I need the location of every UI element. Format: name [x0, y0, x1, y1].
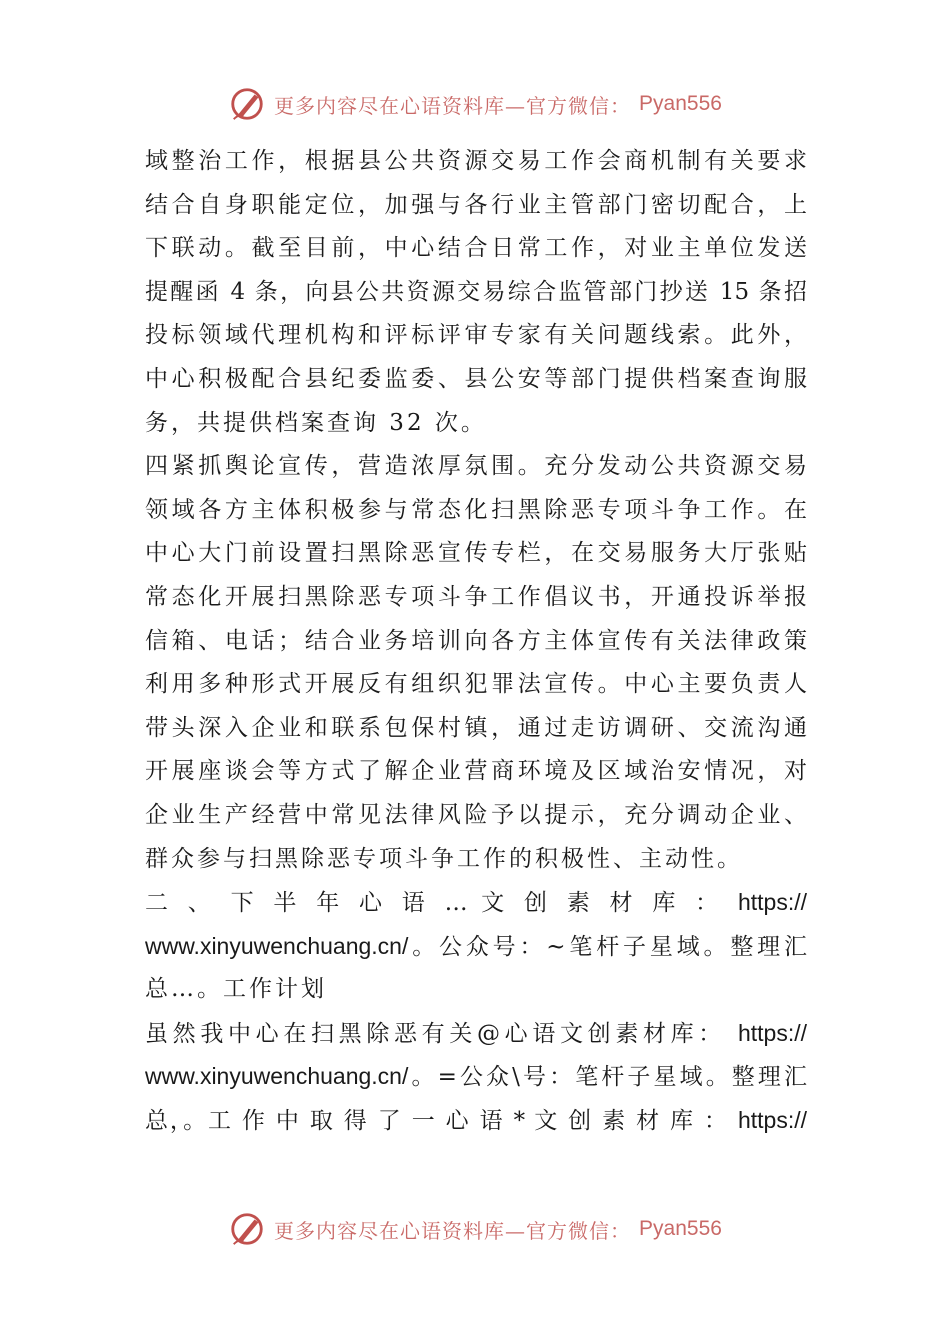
pen-circle-logo-icon [228, 85, 266, 123]
watermark-text: 更多内容尽在心语资料库—官方微信： [274, 1218, 632, 1243]
text-line: 务，共提供档案查询 32 次。 [145, 409, 487, 436]
section2-text: 。公众号：~笔杆子星域。整理汇 [408, 933, 807, 960]
text-line [145, 1012, 807, 1056]
section-heading-line [145, 881, 807, 925]
text-line: 信箱、电话；结合业务培训向各方主体宣传有关法律政策 [145, 627, 807, 654]
text-line [145, 1099, 807, 1143]
text-line: 中心积极配合县纪委监委、县公安等部门提供档案查询服 [145, 365, 807, 392]
text-line: 常态化开展扫黑除恶专项斗争工作倡议书，开通投诉举报 [145, 583, 807, 610]
text-line: 结合自身职能定位，加强与各行业主管部门密切配合，上 [145, 191, 807, 218]
wechat-id: Pyan556 [639, 92, 722, 115]
text-line [145, 1055, 807, 1099]
text-line: 总…。工作计划 [145, 976, 327, 1003]
section3-text: 。=公众\号：笔杆子星域。整理汇 [408, 1064, 807, 1091]
watermark-text: 更多内容尽在心语资料库—官方微信： [274, 93, 632, 118]
text-line: 中心大门前设置扫黑除恶宣传专栏，在交易服务大厅张贴 [145, 540, 807, 567]
text-line: 四紧抓舆论宣传，营造浓厚氛围。充分发动公共资源交易 [145, 453, 807, 480]
text-line: 投标领域代理机构和评标评审专家有关问题线索。此外， [145, 322, 807, 349]
text-line [145, 925, 807, 969]
wechat-id: Pyan556 [639, 1217, 722, 1240]
text-line: 域整治工作，根据县公共资源交易工作会商机制有关要求 [145, 148, 807, 174]
url-link[interactable]: https:// [737, 1107, 807, 1134]
url-link[interactable]: https:// [737, 889, 807, 916]
section3-text: 虽然我中心在扫黑除恶有关@心语文创素材库： [145, 1020, 726, 1047]
text-line: 下联动。截至目前，中心结合日常工作，对业主单位发送 [145, 235, 807, 262]
section3-text: 总，。工 作 中 取 得 了 一 心 语 * 文 创 素 材 库 ： [145, 1108, 729, 1135]
text-line: 提醒函 4 条，向县公共资源交易综合监管部门抄送 15 条招 [145, 278, 807, 305]
pen-circle-logo-icon [228, 1210, 266, 1248]
text-line: 利用多种形式开展反有组织犯罪法宣传。中心主要负责人 [145, 671, 807, 698]
url-link[interactable]: https:// [737, 1019, 807, 1046]
text-line: 领域各方主体积极参与常态化扫黑除恶专项斗争工作。在 [145, 496, 807, 523]
url-link[interactable]: www.xinyuwenchuang.cn/ [145, 1063, 409, 1090]
text-line: 群众参与扫黑除恶专项斗争工作的积极性、主动性。 [145, 845, 743, 872]
url-link[interactable]: www.xinyuwenchuang.cn/ [145, 932, 409, 959]
text-line: 带头深入企业和联系包保村镇，通过走访调研、交流沟通 [145, 714, 807, 741]
section2-text: 二 、 下 半 年 心 语 … 文 创 素 材 库 ： [145, 890, 725, 917]
text-line: 企业生产经营中常见法律风险予以提示，充分调动企业、 [145, 801, 807, 828]
footer-watermark [0, 1207, 950, 1251]
header-watermark [0, 82, 950, 126]
document-body [145, 140, 807, 1143]
text-line: 开展座谈会等方式了解企业营商环境及区域治安情况，对 [145, 758, 807, 785]
